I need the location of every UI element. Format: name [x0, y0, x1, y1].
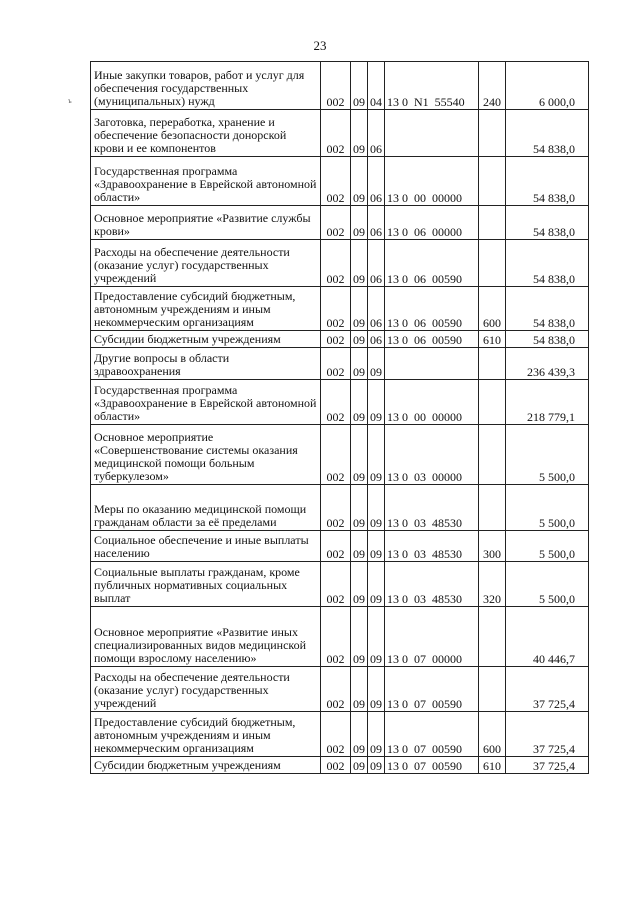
code-vr: 320 — [479, 562, 506, 607]
code-rz: 09 — [351, 287, 368, 331]
amount: 54 838,0 — [506, 157, 589, 206]
code-pr: 06 — [368, 206, 385, 240]
table-row — [91, 425, 589, 485]
code-cs: 13 0 06 00590 — [385, 331, 479, 348]
code-vr: 610 — [479, 757, 506, 774]
code-cs: 13 0 06 00000 — [385, 206, 479, 240]
code-pr: 06 — [368, 110, 385, 157]
amount: 236 439,3 — [506, 348, 589, 380]
code-cs: 13 0 06 00590 — [385, 287, 479, 331]
amount: 5 500,0 — [506, 425, 589, 485]
code-rz: 09 — [351, 667, 368, 712]
code-gr: 002 — [321, 287, 351, 331]
code-vr — [479, 667, 506, 712]
code-gr: 002 — [321, 110, 351, 157]
table-row — [91, 485, 589, 531]
table-row — [91, 287, 589, 331]
item-name: Иные закупки товаров, работ и услуг для обеспечения государственных (муниципальных) нужд — [91, 62, 321, 110]
code-gr: 002 — [321, 380, 351, 425]
table-row — [91, 206, 589, 240]
code-cs: 13 0 07 00590 — [385, 757, 479, 774]
item-name: Основное мероприятие «Совершенствование системы оказания медицинской помощи больным туберкулезом» — [91, 425, 321, 485]
item-name: Предоставление субсидий бюджетным, автономным учреждениям и иным некоммерческим организациям — [91, 287, 321, 331]
code-cs: 13 0 N1 55540 — [385, 62, 479, 110]
table-row — [91, 331, 589, 348]
code-rz: 09 — [351, 110, 368, 157]
item-name: Меры по оказанию медицинской помощи гражданам области за её пределами — [91, 485, 321, 531]
code-cs: 13 0 03 00000 — [385, 425, 479, 485]
code-gr: 002 — [321, 425, 351, 485]
table-row — [91, 757, 589, 774]
item-name: Предоставление субсидий бюджетным, автономным учреждениям и иным некоммерческим организациям — [91, 712, 321, 757]
item-name: Заготовка, переработка, хранение и обеспечение безопасности донорской крови и ее компонентов — [91, 110, 321, 157]
code-pr: 06 — [368, 240, 385, 287]
code-rz: 09 — [351, 485, 368, 531]
item-name: Социальные выплаты гражданам, кроме публичных нормативных социальных выплат — [91, 562, 321, 607]
code-rz: 09 — [351, 62, 368, 110]
item-name: Основное мероприятие «Развитие иных специализированных видов медицинской помощи взрослому населению» — [91, 607, 321, 667]
code-cs: 13 0 03 48530 — [385, 531, 479, 562]
code-pr: 09 — [368, 562, 385, 607]
table-row — [91, 240, 589, 287]
code-vr — [479, 206, 506, 240]
code-pr: 09 — [368, 425, 385, 485]
code-vr — [479, 110, 506, 157]
amount: 54 838,0 — [506, 287, 589, 331]
code-cs — [385, 348, 479, 380]
code-rz: 09 — [351, 331, 368, 348]
code-vr — [479, 157, 506, 206]
item-name: Социальное обеспечение и иные выплаты населению — [91, 531, 321, 562]
code-rz: 09 — [351, 562, 368, 607]
table-row — [91, 607, 589, 667]
table-row — [91, 380, 589, 425]
table-row — [91, 62, 589, 110]
table-row — [91, 110, 589, 157]
budget-table-body — [91, 62, 589, 774]
code-pr: 09 — [368, 531, 385, 562]
item-name: Государственная программа «Здравоохранение в Еврейской автономной области» — [91, 157, 321, 206]
code-pr: 09 — [368, 348, 385, 380]
code-pr: 09 — [368, 485, 385, 531]
amount: 37 725,4 — [506, 667, 589, 712]
amount: 5 500,0 — [506, 531, 589, 562]
code-vr: 240 — [479, 62, 506, 110]
code-pr: 04 — [368, 62, 385, 110]
code-rz: 09 — [351, 757, 368, 774]
code-gr: 002 — [321, 157, 351, 206]
code-pr: 06 — [368, 287, 385, 331]
amount: 37 725,4 — [506, 712, 589, 757]
code-pr: 09 — [368, 607, 385, 667]
item-name: Субсидии бюджетным учреждениям — [91, 757, 321, 774]
code-gr: 002 — [321, 240, 351, 287]
code-cs: 13 0 00 00000 — [385, 380, 479, 425]
code-pr: 09 — [368, 380, 385, 425]
table-row — [91, 157, 589, 206]
code-pr: 06 — [368, 157, 385, 206]
code-gr: 002 — [321, 531, 351, 562]
table-row — [91, 667, 589, 712]
amount: 54 838,0 — [506, 240, 589, 287]
code-vr: 610 — [479, 331, 506, 348]
item-name: Расходы на обеспечение деятельности (оказание услуг) государственных учреждений — [91, 240, 321, 287]
code-cs: 13 0 07 00590 — [385, 667, 479, 712]
amount: 54 838,0 — [506, 331, 589, 348]
table-row — [91, 531, 589, 562]
code-pr: 09 — [368, 667, 385, 712]
item-name: Основное мероприятие «Развитие службы крови» — [91, 206, 321, 240]
code-pr: 09 — [368, 757, 385, 774]
code-cs: 13 0 03 48530 — [385, 562, 479, 607]
code-cs: 13 0 06 00590 — [385, 240, 479, 287]
code-cs: 13 0 07 00590 — [385, 712, 479, 757]
code-vr: 300 — [479, 531, 506, 562]
code-rz: 09 — [351, 531, 368, 562]
code-gr: 002 — [321, 348, 351, 380]
code-vr — [479, 485, 506, 531]
code-pr: 06 — [368, 331, 385, 348]
code-gr: 002 — [321, 607, 351, 667]
amount: 54 838,0 — [506, 110, 589, 157]
amount: 6 000,0 — [506, 62, 589, 110]
code-cs: 13 0 03 48530 — [385, 485, 479, 531]
code-vr — [479, 607, 506, 667]
code-gr: 002 — [321, 206, 351, 240]
margin-mark: ъ — [68, 97, 72, 105]
item-name: Субсидии бюджетным учреждениям — [91, 331, 321, 348]
table-row — [91, 348, 589, 380]
code-cs — [385, 110, 479, 157]
table-row — [91, 562, 589, 607]
code-rz: 09 — [351, 425, 368, 485]
amount: 5 500,0 — [506, 562, 589, 607]
code-rz: 09 — [351, 240, 368, 287]
item-name: Расходы на обеспечение деятельности (оказание услуг) государственных учреждений — [91, 667, 321, 712]
code-gr: 002 — [321, 667, 351, 712]
code-cs: 13 0 00 00000 — [385, 157, 479, 206]
amount: 54 838,0 — [506, 206, 589, 240]
code-rz: 09 — [351, 607, 368, 667]
code-gr: 002 — [321, 331, 351, 348]
code-rz: 09 — [351, 206, 368, 240]
code-vr: 600 — [479, 287, 506, 331]
code-gr: 002 — [321, 757, 351, 774]
code-vr — [479, 380, 506, 425]
item-name: Другие вопросы в области здравоохранения — [91, 348, 321, 380]
code-vr: 600 — [479, 712, 506, 757]
amount: 5 500,0 — [506, 485, 589, 531]
code-rz: 09 — [351, 380, 368, 425]
code-gr: 002 — [321, 562, 351, 607]
code-vr — [479, 348, 506, 380]
budget-table — [90, 61, 589, 774]
code-rz: 09 — [351, 712, 368, 757]
code-gr: 002 — [321, 62, 351, 110]
code-vr — [479, 425, 506, 485]
amount: 40 446,7 — [506, 607, 589, 667]
code-pr: 09 — [368, 712, 385, 757]
code-gr: 002 — [321, 485, 351, 531]
code-gr: 002 — [321, 712, 351, 757]
code-vr — [479, 240, 506, 287]
amount: 218 779,1 — [506, 380, 589, 425]
code-rz: 09 — [351, 157, 368, 206]
item-name: Государственная программа «Здравоохранение в Еврейской автономной области» — [91, 380, 321, 425]
amount: 37 725,4 — [506, 757, 589, 774]
table-row — [91, 712, 589, 757]
code-cs: 13 0 07 00000 — [385, 607, 479, 667]
code-rz: 09 — [351, 348, 368, 380]
page-number: 23 — [313, 38, 327, 53]
